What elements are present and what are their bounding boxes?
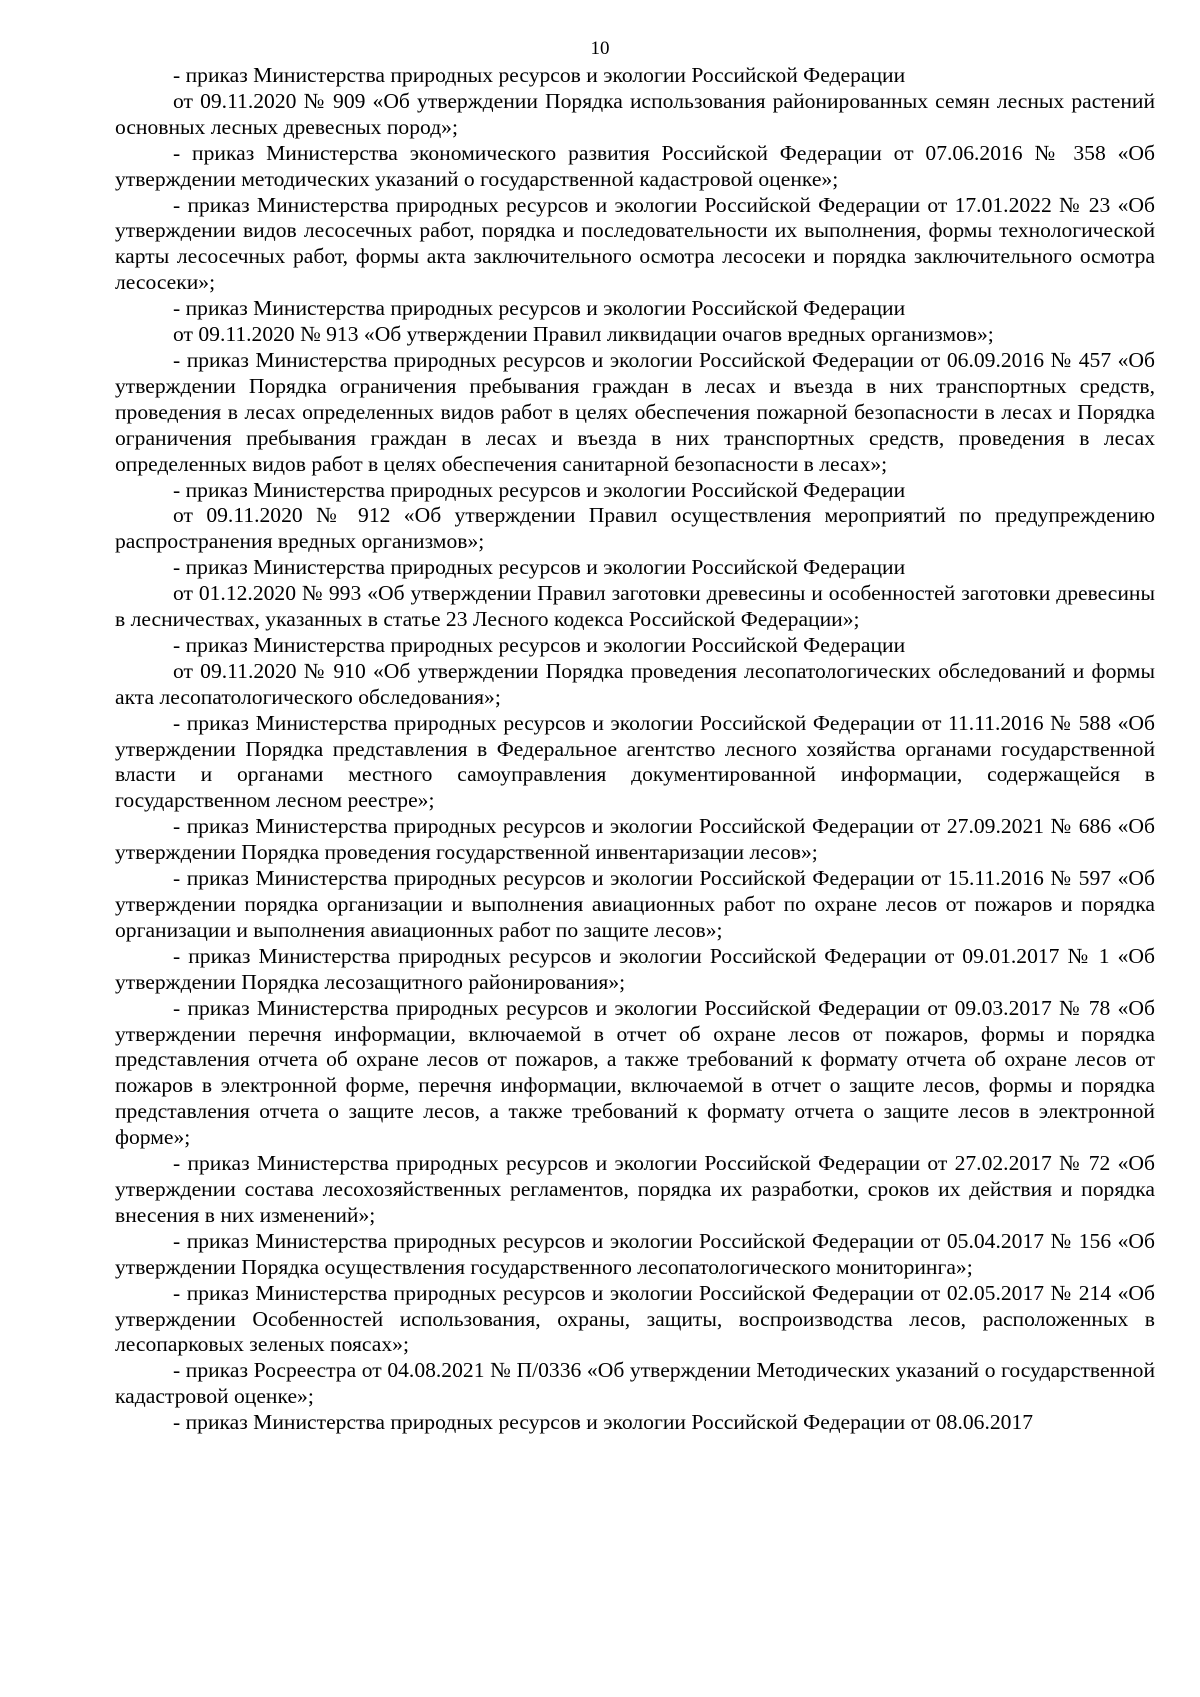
list-item: [115, 193, 1155, 297]
list-item: [115, 141, 1155, 193]
item-heading: - приказ Министерства природных ресурсов и экологии Российской Федерации от 17.01.2022 № 23 «Об утверждении видов лесосечных работ, порядка и последовательности их выполнения, формы технологической карты лесосечных работ, формы акта заключительного осмотра лесосеки и порядка заключительного осмотра лесосеки»;: [115, 192, 1155, 295]
item-heading: - приказ Министерства природных ресурсов и экологии Российской Федерации от 27.02.2017 № 72 «Об утверждении состава лесохозяйственных регламентов, порядка их разработки, сроков их действия и порядка внесения в них изменений»;: [115, 1151, 1155, 1227]
item-heading: - приказ Министерства природных ресурсов и экологии Российской Федерации: [173, 632, 906, 657]
list-item: [115, 1281, 1155, 1359]
list-item: [115, 63, 1155, 141]
list-item: [115, 866, 1155, 944]
list-item: [115, 944, 1155, 996]
item-continuation: от 09.11.2020 № 912 «Об утверждении Правил осуществления мероприятий по предупреждению распространения вредных организмов»;: [115, 503, 1155, 554]
item-heading: - приказ Министерства природных ресурсов и экологии Российской Федерации от 05.04.2017 № 156 «Об утверждении Порядка осуществления государственного лесопатологического мониторинга»;: [115, 1228, 1155, 1279]
list-item: [115, 996, 1155, 1151]
list-item: [115, 555, 1155, 633]
item-heading: - приказ Министерства природных ресурсов и экологии Российской Федерации: [173, 63, 906, 87]
list-item: [115, 1229, 1155, 1281]
list-item: [115, 633, 1155, 711]
item-continuation: от 09.11.2020 № 913 «Об утверждении Правил ликвидации очагов вредных организмов»;: [173, 322, 994, 347]
item-heading: - приказ Министерства природных ресурсов и экологии Российской Федерации от 06.09.2016 № 457 «Об утверждении Порядка ограничения пребывания граждан в лесах и въезда в них транспортных средств, проведения в лесах определенных видов работ в целях обеспечения пожарной безопасности в лесах и Порядка ограничения пребывания граждан в лесах и въезда в них транспортных средств, проведения в лесах определенных видов работ в целях обеспечения санитарной безопасности в лесах»;: [115, 347, 1155, 476]
item-heading: - приказ Министерства природных ресурсов и экологии Российской Федерации: [173, 296, 906, 321]
item-heading: - приказ Росреестра от 04.08.2021 № П/0336 «Об утверждении Методических указаний о государственной кадастровой оценке»;: [115, 1358, 1155, 1409]
item-heading: - приказ Министерства природных ресурсов и экологии Российской Федерации от 11.11.2016 № 588 «Об утверждении Порядка представления в Федеральное агентство лесного хозяйства органами государственной власти и органами местного самоуправления документированной информации, содержащейся в государственном лесном реестре»;: [115, 710, 1155, 813]
item-continuation: от 09.11.2020 № 909 «Об утверждении Порядка использования районированных семян лесных растений основных лесных древесных пород»;: [115, 88, 1155, 139]
list-item: [115, 1410, 1155, 1436]
list-item: [115, 478, 1155, 556]
list-item: [115, 296, 1155, 348]
item-heading: - приказ Министерства природных ресурсов и экологии Российской Федерации от 08.06.2017: [173, 1410, 1034, 1435]
list-item: [115, 348, 1155, 478]
item-heading: - приказ Министерства экономического развития Российской Федерации от 07.06.2016 № 358 «Об утверждении методических указаний о государственной кадастровой оценке»;: [115, 140, 1155, 191]
list-item: [115, 1151, 1155, 1229]
list-item: [115, 711, 1155, 815]
item-heading: - приказ Министерства природных ресурсов и экологии Российской Федерации от 09.01.2017 № 1 «Об утверждении Порядка лесозащитного районирования»;: [115, 943, 1155, 994]
item-continuation: от 09.11.2020 № 910 «Об утверждении Порядка проведения лесопатологических обследований и формы акта лесопатологического обследования»;: [115, 658, 1155, 709]
item-heading: - приказ Министерства природных ресурсов и экологии Российской Федерации от 27.09.2021 № 686 «Об утверждении Порядка проведения государственной инвентаризации лесов»;: [115, 814, 1155, 865]
item-heading: - приказ Министерства природных ресурсов и экологии Российской Федерации от 02.05.2017 № 214 «Об утверждении Особенностей использования, охраны, защиты, воспроизводства лесов, расположенных в лесопарковых зеленых поясах»;: [115, 1280, 1155, 1357]
list-item: [115, 814, 1155, 866]
item-heading: - приказ Министерства природных ресурсов и экологии Российской Федерации от 15.11.2016 № 597 «Об утверждении порядка организации и выполнения авиационных работ по охране лесов от пожаров и порядка организации и выполнения авиационных работ по защите лесов»;: [115, 866, 1155, 942]
item-continuation: от 01.12.2020 № 993 «Об утверждении Правил заготовки древесины и особенностей заготовки древесины в лесничествах, указанных в статье 23 Лесного кодекса Российской Федерации»;: [115, 581, 1155, 632]
list-item: [115, 1358, 1155, 1410]
item-heading: - приказ Министерства природных ресурсов и экологии Российской Федерации от 09.03.2017 № 78 «Об утверждении перечня информации, включаемой в отчет об охране лесов от пожаров, формы и порядка представления отчета об охране лесов от пожаров, а также требований к формату отчета об охране лесов от пожаров в электронной форме, перечня информации, включаемой в отчет о защите лесов, формы и порядка представления отчета о защите лесов, а также требований к формату отчета о защите лесов в электронной форме»;: [115, 995, 1155, 1150]
legal-acts-list: [115, 63, 1155, 1436]
item-heading: - приказ Министерства природных ресурсов и экологии Российской Федерации: [173, 555, 906, 580]
page-number: 10: [590, 38, 610, 59]
item-heading: - приказ Министерства природных ресурсов и экологии Российской Федерации: [173, 477, 906, 502]
